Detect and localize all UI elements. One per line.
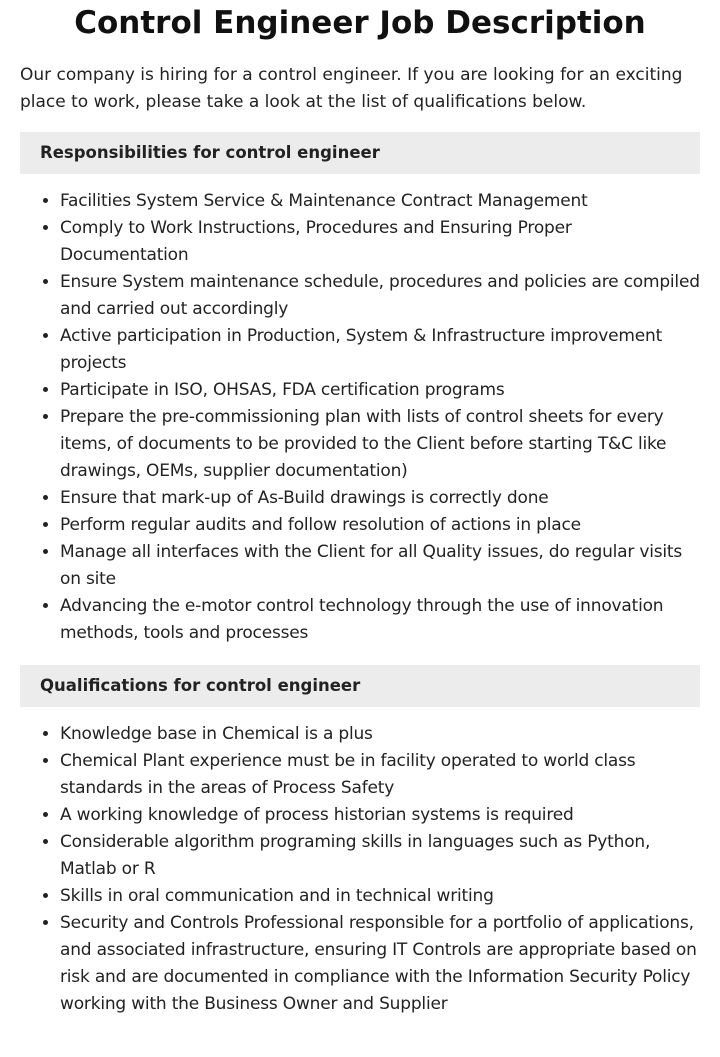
list-item: • A working knowledge of process historian systems is required bbox=[60, 802, 700, 829]
list-item: • Facilities System Service & Maintenance Contract Management bbox=[60, 188, 700, 215]
list-item: • Active participation in Production, System & Infrastructure improvement projects bbox=[60, 323, 700, 377]
list-item: • Manage all interfaces with the Client for all Quality issues, do regular visits on site bbox=[60, 539, 700, 593]
list-item: • Ensure System maintenance schedule, procedures and policies are compiled and carried out accordingly bbox=[60, 269, 700, 323]
responsibilities-list bbox=[20, 188, 700, 647]
list-item: • Prepare the pre-commissioning plan with lists of control sheets for every items, of documents to be provided to the Client before starting T&C like drawings, OEMs, supplier documentation) bbox=[60, 404, 700, 485]
list-item: • Perform regular audits and follow resolution of actions in place bbox=[60, 512, 700, 539]
list-item: • Comply to Work Instructions, Procedures and Ensuring Proper Documentation bbox=[60, 215, 700, 269]
list-item: • Considerable algorithm programing skills in languages such as Python, Matlab or R bbox=[60, 829, 700, 883]
list-item: • Chemical Plant experience must be in facility operated to world class standards in the areas of Process Safety bbox=[60, 748, 700, 802]
list-item: • Knowledge base in Chemical is a plus bbox=[60, 721, 700, 748]
list-item: • Participate in ISO, OHSAS, FDA certification programs bbox=[60, 377, 700, 404]
list-item: • Advancing the e-motor control technology through the use of innovation methods, tools and processes bbox=[60, 593, 700, 647]
qualifications-list bbox=[20, 721, 700, 1018]
list-item: • Security and Controls Professional responsible for a portfolio of applications, and associated infrastructure, ensuring IT Controls are appropriate based on risk and are documented in compliance with the Information Security Policy working with the Business Owner and Supplier bbox=[60, 910, 700, 1018]
intro-text: Our company is hiring for a control engineer. If you are looking for an exciting place to work, please take a look at the list of qualifications below. bbox=[20, 65, 683, 112]
page-title: Control Engineer Job Description bbox=[74, 5, 646, 41]
list-item: • Skills in oral communication and in technical writing bbox=[60, 883, 700, 910]
list-item: • Ensure that mark-up of As-Build drawings is correctly done bbox=[60, 485, 700, 512]
qualifications-heading: Qualifications for control engineer bbox=[20, 665, 700, 707]
responsibilities-heading: Responsibilities for control engineer bbox=[20, 132, 700, 174]
